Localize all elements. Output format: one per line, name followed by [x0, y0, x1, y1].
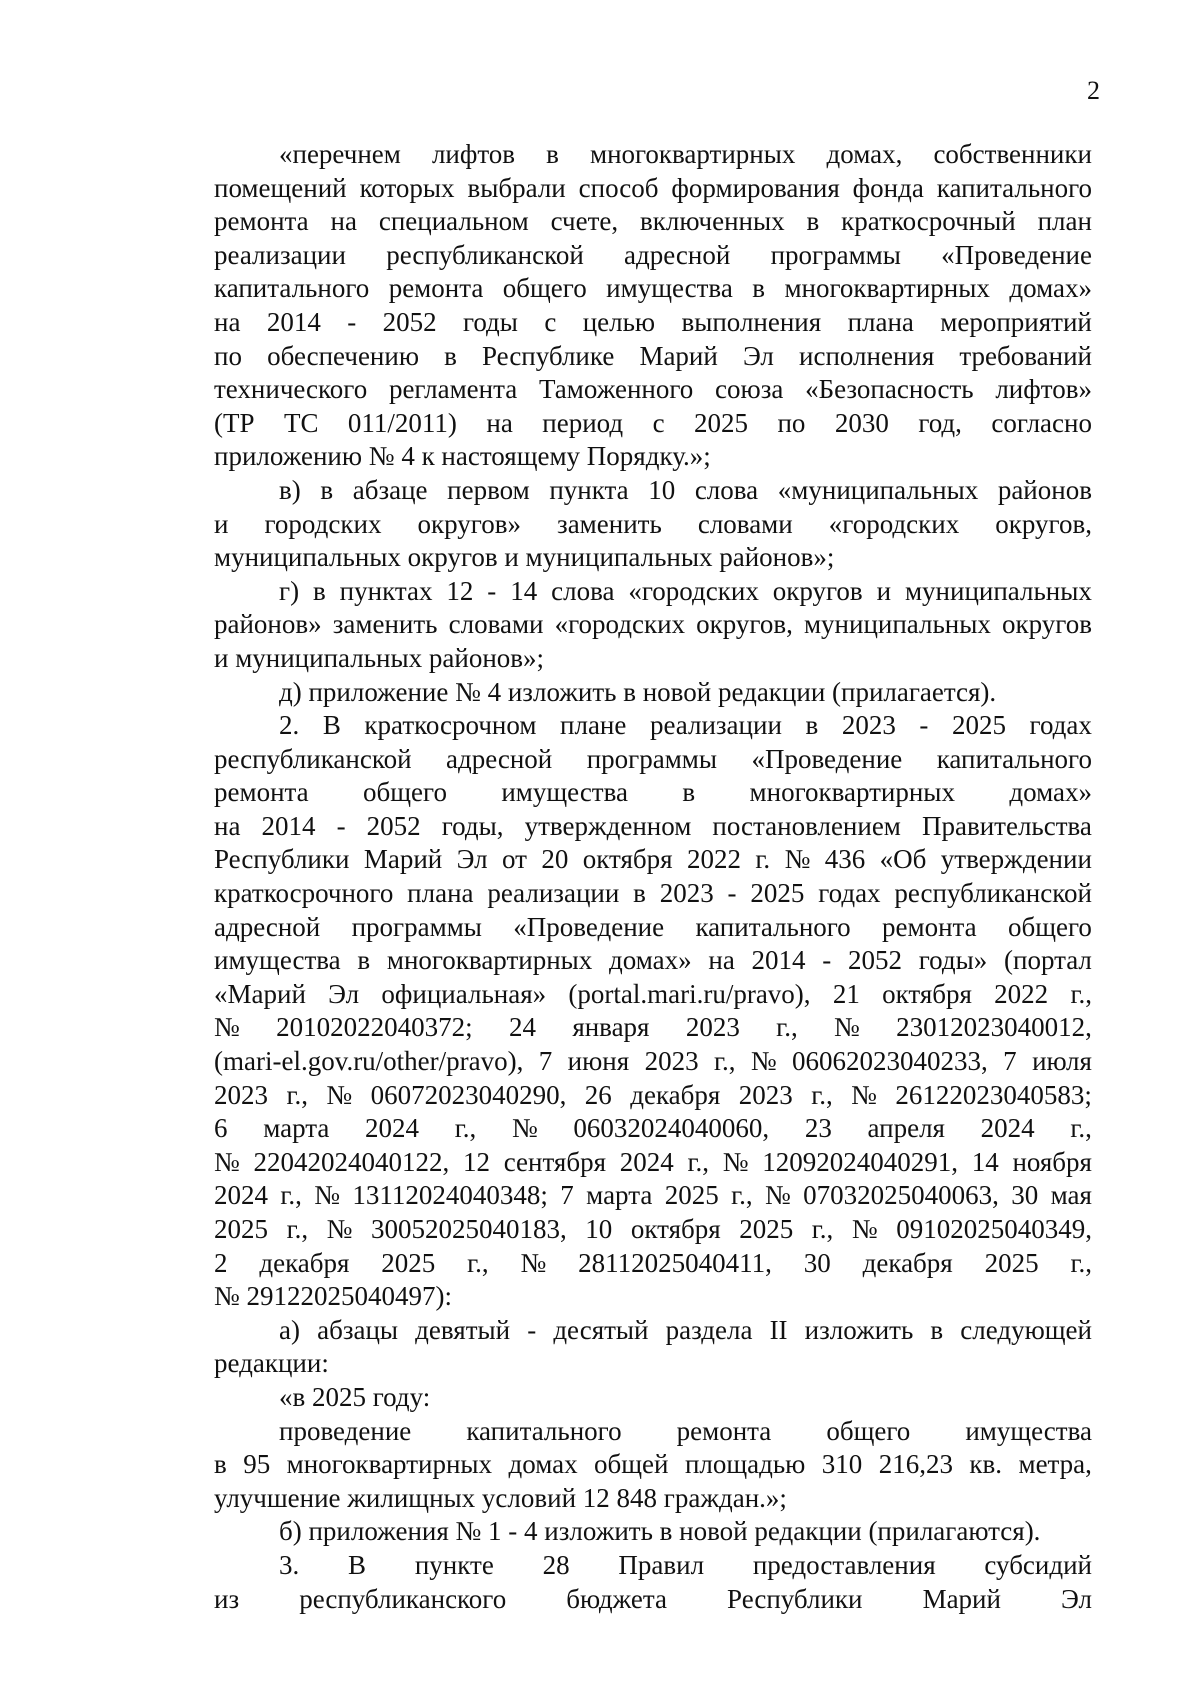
text-line: д) приложение № 4 изложить в новой редакции (прилагается).: [279, 676, 997, 707]
text-line: ремонта общего имущества в многоквартирных домах»: [214, 777, 1092, 808]
paragraph: [214, 1314, 1092, 1381]
text-line: а) абзацы девятый - десятый раздела II изложить в следующей: [279, 1314, 1092, 1345]
text-line: редакции:: [214, 1348, 329, 1379]
text-line: по обеспечению в Республике Марий Эл исполнения требований: [214, 340, 1092, 371]
paragraph: [214, 575, 1092, 676]
text-line: помещений которых выбрали способ формирования фонда капитального: [214, 172, 1092, 203]
text-line: (mari-el.gov.ru/other/pravo), 7 июня 2023 г., № 06062023040233, 7 июля: [214, 1046, 1092, 1077]
text-line: проведение капитального ремонта общего имущества: [279, 1415, 1092, 1446]
text-line: на 2014 - 2052 годы, утвержденном постановлением Правительства: [214, 810, 1092, 841]
text-line: «в 2025 году:: [279, 1381, 431, 1412]
text-line: 2023 г., № 06072023040290, 26 декабря 2023 г., № 26122023040583;: [214, 1079, 1092, 1110]
text-line: 6 марта 2024 г., № 06032024040060, 23 апреля 2024 г.,: [214, 1113, 1092, 1144]
text-line: Республики Марий Эл от 20 октября 2022 г. № 436 «Об утверждении: [214, 844, 1092, 875]
text-line: и муниципальных районов»;: [214, 642, 545, 673]
text-line: адресной программы «Проведение капитального ремонта общего: [214, 911, 1092, 942]
text-line: приложению № 4 к настоящему Порядку.»;: [214, 441, 711, 472]
text-line: капитального ремонта общего имущества в многоквартирных домах»: [214, 273, 1092, 304]
paragraph: [214, 474, 1092, 575]
paragraph: [214, 709, 1092, 1314]
paragraph: [214, 1549, 1092, 1616]
text-line: реализации республиканской адресной программы «Проведение: [214, 239, 1092, 270]
paragraph: [214, 676, 1092, 710]
text-line: г) в пунктах 12 - 14 слова «городских округов и муниципальных: [279, 575, 1092, 606]
text-line: имущества в многоквартирных домах» на 2014 - 2052 годы» (портал: [214, 945, 1092, 976]
text-line: № 20102022040372; 24 января 2023 г., № 23012023040012,: [214, 1012, 1092, 1043]
text-line: б) приложения № 1 - 4 изложить в новой редакции (прилагаются).: [279, 1516, 1041, 1547]
text-line: 2025 г., № 30052025040183, 10 октября 2025 г., № 09102025040349,: [214, 1214, 1092, 1244]
text-line: (ТР ТС 011/2011) на период с 2025 по 2030 год, согласно: [214, 407, 1092, 438]
paragraph: [214, 1381, 1092, 1415]
text-line: № 22042024040122, 12 сентября 2024 г., № 12092024040291, 14 ноября: [214, 1146, 1092, 1177]
paragraph: [214, 138, 1092, 474]
page-number: 2: [1087, 76, 1100, 105]
text-line: 2024 г., № 13112024040348; 7 марта 2025 г., № 07032025040063, 30 мая: [214, 1180, 1092, 1211]
text-line: краткосрочного плана реализации в 2023 - 2025 годах республиканской: [214, 878, 1092, 909]
text-line: улучшение жилищных условий 12 848 граждан.»;: [214, 1482, 787, 1513]
text-line: муниципальных округов и муниципальных районов»;: [214, 542, 835, 573]
text-line: 2 декабря 2025 г., № 28112025040411, 30 декабря 2025 г.,: [214, 1247, 1092, 1278]
paragraph: [214, 1415, 1092, 1516]
text-line: республиканской адресной программы «Проведение капитального: [214, 743, 1092, 774]
text-line: № 29122025040497):: [214, 1281, 453, 1312]
text-line: в) в абзаце первом пункта 10 слова «муниципальных районов: [279, 474, 1092, 505]
text-line: ремонта на специальном счете, включенных в краткосрочный план: [214, 206, 1092, 237]
text-line: технического регламента Таможенного союза «Безопасность лифтов»: [214, 374, 1092, 405]
text-line: на 2014 - 2052 годы с целью выполнения плана мероприятий: [214, 306, 1092, 337]
text-line: и городских округов» заменить словами «городских округов,: [214, 508, 1092, 539]
text-line: «Марий Эл официальная» (portal.mari.ru/pravo), 21 октября 2022 г.,: [214, 978, 1092, 1009]
text-line: из республиканского бюджета Республики Марий Эл: [214, 1583, 1092, 1614]
document-body: [214, 138, 1092, 1616]
text-line: «перечнем лифтов в многоквартирных домах, собственники: [279, 139, 1092, 169]
text-line: 3. В пункте 28 Правил предоставления субсидий: [279, 1549, 1092, 1580]
text-line: 2. В краткосрочном плане реализации в 2023 - 2025 годах: [279, 710, 1092, 741]
paragraph: [214, 1515, 1092, 1549]
text-line: районов» заменить словами «городских округов, муниципальных округов: [214, 609, 1092, 640]
text-line: в 95 многоквартирных домах общей площадью 310 216,23 кв. метра,: [214, 1449, 1092, 1480]
